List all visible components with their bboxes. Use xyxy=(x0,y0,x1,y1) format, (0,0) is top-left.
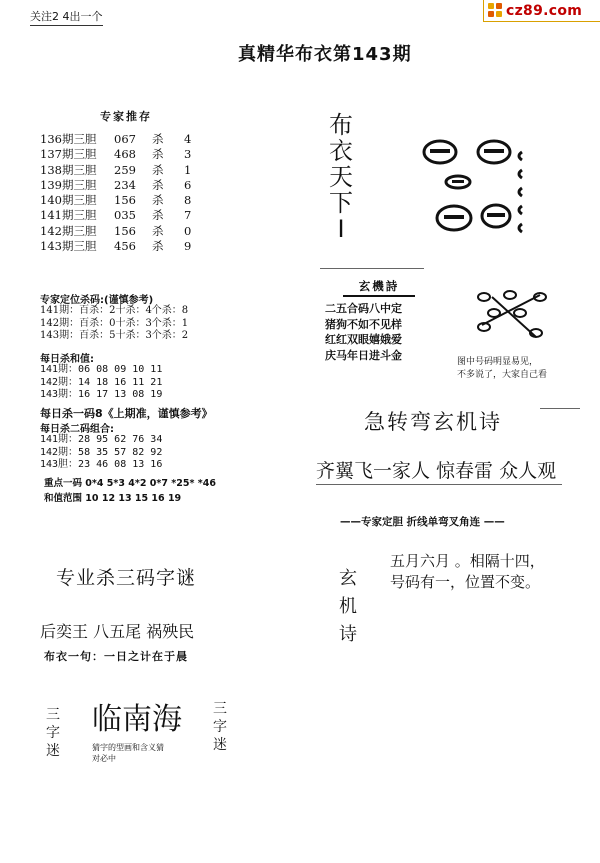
table-row: 143期三胆 456 杀 9 xyxy=(40,239,192,254)
word-riddle-right: 三 字 迷 xyxy=(213,701,227,753)
poem-line: 二五合码八中定 xyxy=(325,302,402,315)
list-item: 143胆：23 46 08 13 16 xyxy=(40,459,163,470)
word-riddle-left: 三 字 迷 xyxy=(46,707,60,759)
kill-riddle-words: 后奕王 八五尾 祸殃民 xyxy=(40,622,195,641)
poem-line-main: 齐翼飞一家人 惊春雷 众人观 xyxy=(316,460,557,482)
poem-line: 猪狗不如不见样 xyxy=(325,317,402,331)
expert-label: ——专家定胆 折线单弯叉角连 —— xyxy=(340,516,505,528)
daily-two-list xyxy=(40,434,162,472)
key-one-code: 重点一码 0*4 5*3 4*2 0*7 *25* *46 xyxy=(44,478,216,489)
sum-range: 和值范围 10 12 13 15 16 19 xyxy=(44,493,182,504)
xuanji-poem-title: 玄機詩 xyxy=(343,278,415,297)
daily-sum-list xyxy=(40,364,162,402)
position-kill-heading: 专家定位杀码:(谨慎参考) xyxy=(40,295,154,306)
word-riddle-center: 临南海 xyxy=(92,702,182,737)
position-kill-list xyxy=(40,305,188,343)
expert-table xyxy=(40,132,191,254)
figure-caption: 图中号码明显易见， 不多说了，大家自己看 xyxy=(457,357,548,380)
list-item: 141期：06 08 09 10 11 xyxy=(40,364,163,375)
buyi-sentence: 布衣一句：一日之计在于晨 xyxy=(44,650,188,663)
daily-one-code: 每日杀一码8《上期准，谨慎参考》 xyxy=(40,407,213,420)
page-title: 真精华布衣第143期 xyxy=(238,44,412,65)
list-item: 143期：16 17 13 08 19 xyxy=(40,389,163,400)
expert-heading: 专家推存 xyxy=(100,110,152,123)
list-item: 142期：百杀：0十杀：3个杀：1 xyxy=(40,317,189,329)
puzzle-figure xyxy=(412,130,542,245)
logo-icon xyxy=(488,3,503,18)
poem-line: 红红双眼嬉娥爱 xyxy=(325,333,402,346)
top-note: 关注2 4出一个 xyxy=(30,8,103,26)
poem-title: 急转弯玄机诗 xyxy=(364,410,502,434)
list-item: 141期：百杀：2十杀：4个杀：8 xyxy=(40,305,189,316)
kill-riddle-title: 专业杀三码字谜 xyxy=(56,567,197,589)
riddle-text: 五月六月 。相隔十四， 号码有一，位置不变。 xyxy=(390,552,545,591)
list-item: 142期：58 35 57 82 92 xyxy=(40,446,163,458)
daily-two-heading: 每日杀二码组合: xyxy=(40,424,114,435)
word-riddle-note: 猜字的型画和含义猜 对必中 xyxy=(92,743,164,763)
list-item: 141期：28 95 62 76 34 xyxy=(40,434,163,445)
buyi-vertical-title: 布 衣 天 下 I xyxy=(329,111,353,243)
table-row: 136期三胆 067 杀 4 xyxy=(40,132,192,146)
table-row: 139期三胆 234 杀 6 xyxy=(40,177,192,192)
table-row: 138期三胆 259 杀 1 xyxy=(40,162,192,177)
list-item: 142期：14 18 16 11 21 xyxy=(40,376,163,388)
site-watermark xyxy=(483,0,600,22)
table-row: 141期三胆 035 杀 7 xyxy=(40,208,192,223)
number-figure xyxy=(470,285,555,345)
list-item: 143期：百杀：5十杀：3个杀：2 xyxy=(40,330,189,341)
table-row: 140期三胆 156 杀 8 xyxy=(40,193,192,208)
daily-sum-heading: 每日杀和值: xyxy=(40,354,94,365)
poem-line: 庆马年日进斗金 xyxy=(325,348,402,362)
xuanji-poem xyxy=(325,278,437,363)
table-row: 137期三胆 468 杀 3 xyxy=(40,147,192,162)
watermark-text: cz89.com xyxy=(506,2,583,19)
riddle-side-title: 玄 机 诗 xyxy=(339,568,357,645)
table-row: 142期三胆 156 杀 0 xyxy=(40,223,192,238)
